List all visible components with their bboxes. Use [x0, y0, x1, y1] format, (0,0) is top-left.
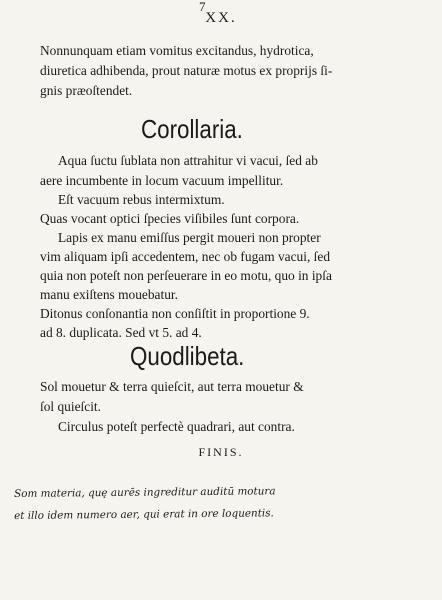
- corollary-line: manu exiſtens mouebatur.: [40, 287, 178, 302]
- quodlibet-line: Circulus poteſt perfectè quadrari, aut contra.: [58, 419, 295, 434]
- finis-mark: FINIS.: [198, 445, 244, 459]
- intro-line: gnis præoſtendet.: [40, 83, 133, 98]
- corollary-line: aere incumbente in locum vacuum impellitur.: [40, 173, 284, 188]
- handwritten-note-line: Som materia, quę aurēs ingreditur auditū motura: [14, 485, 276, 500]
- corollary-line: Quas vocant optici ſpecies viſibiles ſunt corpora.: [40, 211, 300, 226]
- quodlibet-line: Sol mouetur & terra quieſcit, aut terra mouetur &: [40, 379, 304, 394]
- corollaria-heading: Corollaria.: [141, 114, 243, 144]
- intro-line: Nonnunquam etiam vomitus excitandus, hydrotica,: [40, 43, 314, 58]
- corollary-line: vim aliquam ipſi accedentem, nec ob fugam vacui, ſed: [40, 249, 331, 264]
- quodlibeta-heading: Quodlibeta.: [130, 341, 245, 371]
- intro-line: diuretica adhibenda, prout naturæ motus ex proprijs ſi-: [40, 63, 333, 78]
- handwritten-note-line: et illo idem numero aer, qui erat in ore loquentis.: [14, 507, 274, 522]
- corollary-line: Ditonus conſonantia non conſiſtit in proportione 9.: [40, 306, 310, 321]
- quodlibet-line: ſol quieſcit.: [40, 399, 101, 414]
- corollary-line: Lapis ex manu emiſſus pergit moueri non propter: [58, 230, 321, 245]
- signature-mark: 7: [199, 0, 206, 14]
- section-number: XX.: [205, 10, 237, 26]
- corollary-line: Eſt vacuum rebus intermixtum.: [58, 192, 225, 207]
- corollary-line: quia non poteſt non perſeuerare in eo motu, quo in ipſa: [40, 268, 332, 283]
- corollary-line: Aqua ſuctu ſublata non attrahitur vi vacui, ſed ab: [58, 153, 318, 168]
- corollary-line: ad 8. duplicata. Sed vt 5. ad 4.: [40, 325, 202, 340]
